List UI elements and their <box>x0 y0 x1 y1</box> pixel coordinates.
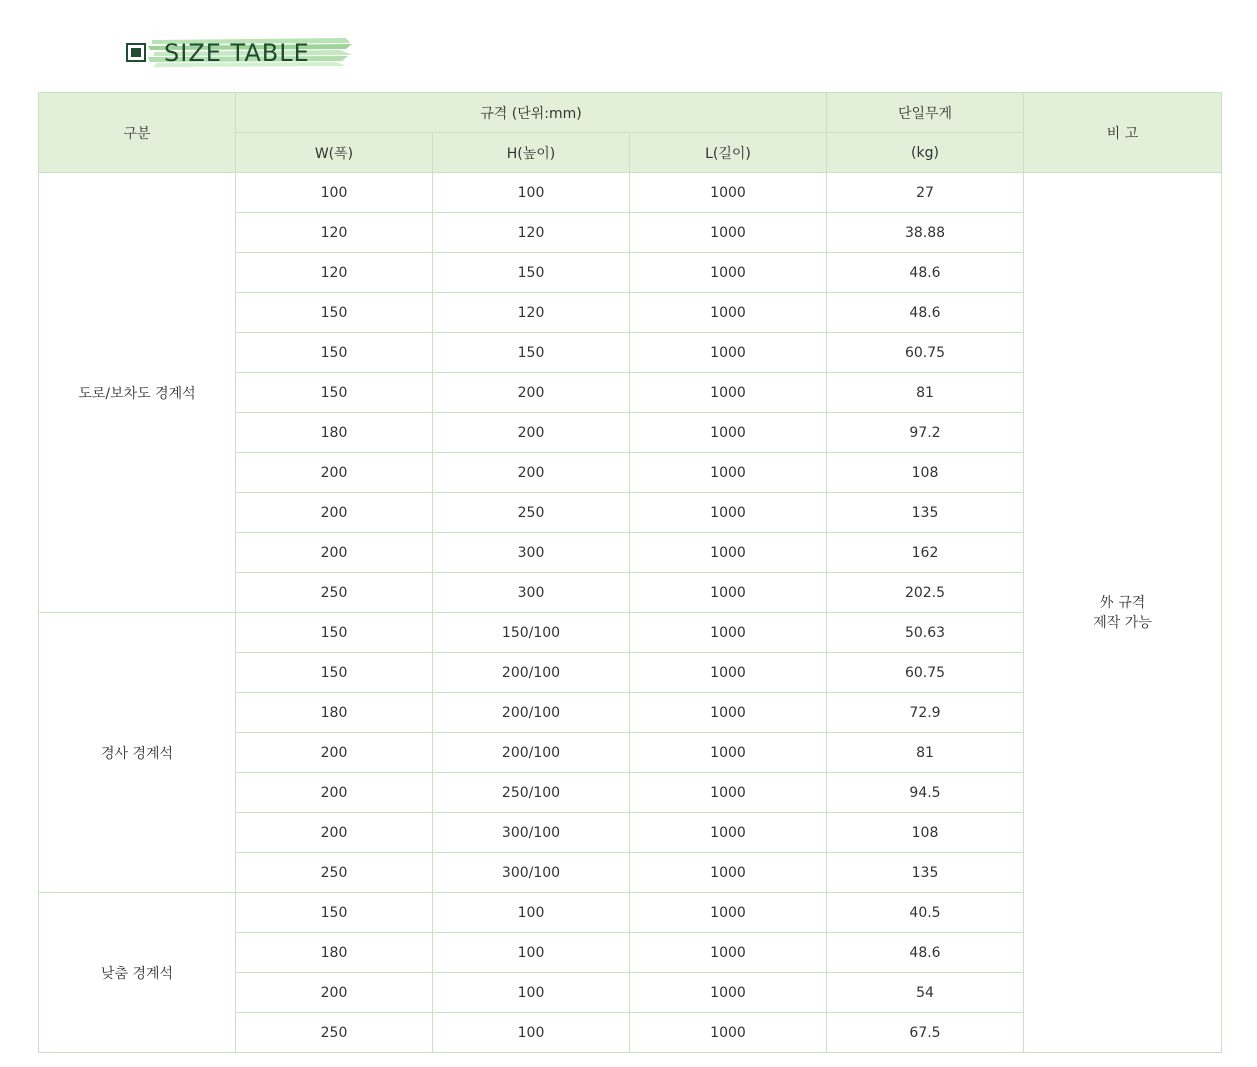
height-cell: 300/100 <box>433 813 630 853</box>
width-cell: 100 <box>236 173 433 213</box>
note-cell: 外 규격 제작 가능 <box>1024 173 1222 1053</box>
height-cell: 100 <box>433 933 630 973</box>
length-cell: 1000 <box>630 693 827 733</box>
height-cell: 150 <box>433 253 630 293</box>
length-cell: 1000 <box>630 853 827 893</box>
weight-cell: 54 <box>827 973 1024 1013</box>
table-body <box>39 173 1222 1053</box>
length-cell: 1000 <box>630 173 827 213</box>
length-cell: 1000 <box>630 333 827 373</box>
square-bullet-icon <box>126 43 146 62</box>
weight-cell: 108 <box>827 453 1024 493</box>
height-cell: 250 <box>433 493 630 533</box>
length-cell: 1000 <box>630 933 827 973</box>
size-table <box>38 92 1222 1053</box>
width-cell: 200 <box>236 813 433 853</box>
width-cell: 200 <box>236 493 433 533</box>
weight-cell: 48.6 <box>827 253 1024 293</box>
weight-cell: 162 <box>827 533 1024 573</box>
width-cell: 150 <box>236 653 433 693</box>
height-cell: 300/100 <box>433 853 630 893</box>
length-cell: 1000 <box>630 973 827 1013</box>
height-cell: 300 <box>433 533 630 573</box>
header-note: 비 고 <box>1024 93 1222 173</box>
length-cell: 1000 <box>630 493 827 533</box>
length-cell: 1000 <box>630 373 827 413</box>
weight-cell: 135 <box>827 493 1024 533</box>
height-cell: 200/100 <box>433 693 630 733</box>
header-length: L(길이) <box>630 133 827 173</box>
length-cell: 1000 <box>630 653 827 693</box>
weight-cell: 38.88 <box>827 213 1024 253</box>
height-cell: 120 <box>433 293 630 333</box>
length-cell: 1000 <box>630 733 827 773</box>
category-cell: 경사 경계석 <box>39 613 236 893</box>
header-width: W(폭) <box>236 133 433 173</box>
width-cell: 150 <box>236 333 433 373</box>
header-height: H(높이) <box>433 133 630 173</box>
height-cell: 100 <box>433 893 630 933</box>
height-cell: 100 <box>433 173 630 213</box>
category-cell: 도로/보차도 경계석 <box>39 173 236 613</box>
weight-cell: 81 <box>827 373 1024 413</box>
header-spec: 규격 (단위:mm) <box>236 93 827 133</box>
size-table-title <box>124 34 354 72</box>
width-cell: 200 <box>236 773 433 813</box>
length-cell: 1000 <box>630 213 827 253</box>
length-cell: 1000 <box>630 533 827 573</box>
height-cell: 250/100 <box>433 773 630 813</box>
width-cell: 150 <box>236 893 433 933</box>
width-cell: 250 <box>236 573 433 613</box>
length-cell: 1000 <box>630 1013 827 1053</box>
height-cell: 200/100 <box>433 733 630 773</box>
header-category: 구분 <box>39 93 236 173</box>
weight-cell: 108 <box>827 813 1024 853</box>
width-cell: 150 <box>236 613 433 653</box>
length-cell: 1000 <box>630 573 827 613</box>
height-cell: 200/100 <box>433 653 630 693</box>
height-cell: 150/100 <box>433 613 630 653</box>
header-weight: 단일무게 <box>827 93 1024 133</box>
width-cell: 180 <box>236 413 433 453</box>
width-cell: 200 <box>236 533 433 573</box>
width-cell: 200 <box>236 973 433 1013</box>
page-title: SIZE TABLE <box>164 39 310 67</box>
width-cell: 180 <box>236 933 433 973</box>
weight-cell: 48.6 <box>827 293 1024 333</box>
length-cell: 1000 <box>630 293 827 333</box>
width-cell: 150 <box>236 373 433 413</box>
category-cell: 낮춤 경계석 <box>39 893 236 1053</box>
length-cell: 1000 <box>630 453 827 493</box>
height-cell: 100 <box>433 973 630 1013</box>
weight-cell: 67.5 <box>827 1013 1024 1053</box>
height-cell: 100 <box>433 1013 630 1053</box>
header-weight-unit: (kg) <box>827 133 1024 173</box>
weight-cell: 81 <box>827 733 1024 773</box>
weight-cell: 97.2 <box>827 413 1024 453</box>
width-cell: 250 <box>236 853 433 893</box>
width-cell: 200 <box>236 733 433 773</box>
width-cell: 200 <box>236 453 433 493</box>
weight-cell: 135 <box>827 853 1024 893</box>
weight-cell: 48.6 <box>827 933 1024 973</box>
weight-cell: 202.5 <box>827 573 1024 613</box>
table-row <box>39 173 1222 213</box>
width-cell: 120 <box>236 253 433 293</box>
length-cell: 1000 <box>630 773 827 813</box>
width-cell: 120 <box>236 213 433 253</box>
weight-cell: 60.75 <box>827 653 1024 693</box>
height-cell: 200 <box>433 413 630 453</box>
width-cell: 150 <box>236 293 433 333</box>
height-cell: 300 <box>433 573 630 613</box>
length-cell: 1000 <box>630 253 827 293</box>
height-cell: 150 <box>433 333 630 373</box>
weight-cell: 50.63 <box>827 613 1024 653</box>
length-cell: 1000 <box>630 613 827 653</box>
weight-cell: 72.9 <box>827 693 1024 733</box>
weight-cell: 40.5 <box>827 893 1024 933</box>
weight-cell: 94.5 <box>827 773 1024 813</box>
weight-cell: 60.75 <box>827 333 1024 373</box>
height-cell: 200 <box>433 453 630 493</box>
width-cell: 250 <box>236 1013 433 1053</box>
length-cell: 1000 <box>630 893 827 933</box>
length-cell: 1000 <box>630 413 827 453</box>
width-cell: 180 <box>236 693 433 733</box>
height-cell: 200 <box>433 373 630 413</box>
height-cell: 120 <box>433 213 630 253</box>
length-cell: 1000 <box>630 813 827 853</box>
weight-cell: 27 <box>827 173 1024 213</box>
